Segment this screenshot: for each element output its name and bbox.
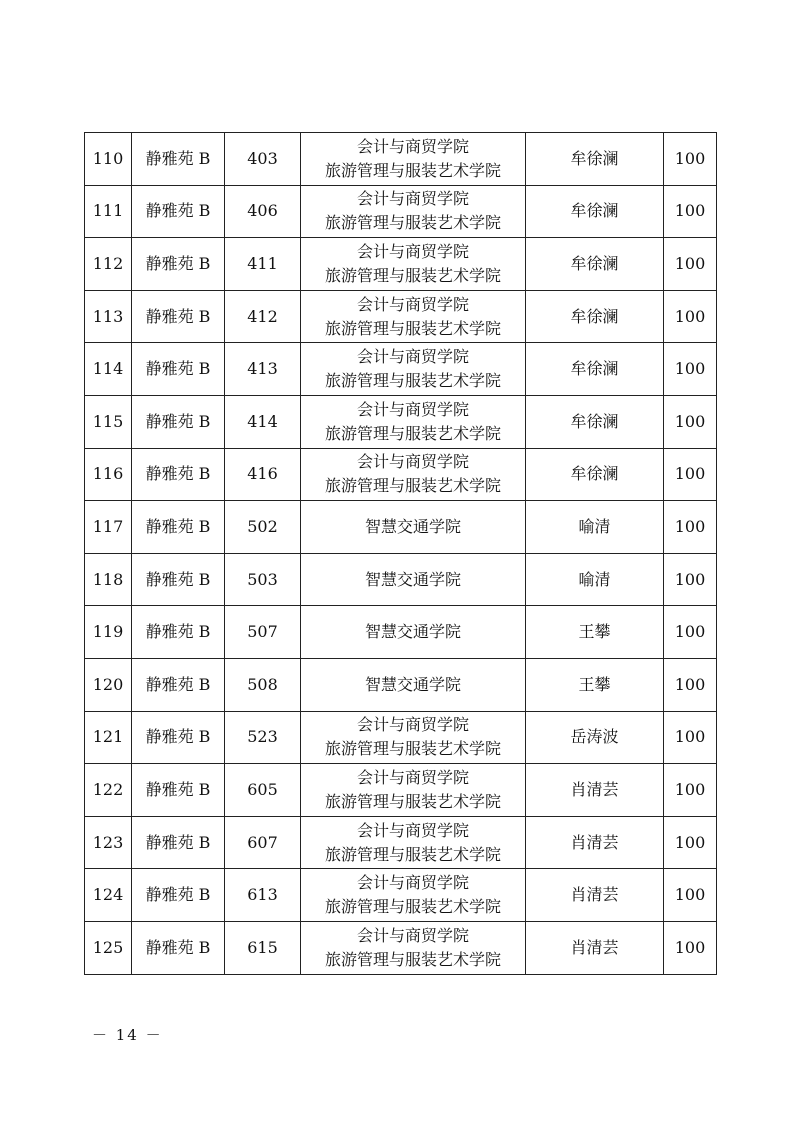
- dormitory-score-table: [84, 132, 717, 975]
- table-row: [85, 606, 717, 659]
- score-cell: 100: [664, 816, 717, 869]
- score-cell: 100: [664, 133, 717, 186]
- college-name: 会计与商贸学院: [356, 452, 469, 472]
- college-name: 会计与商贸学院: [356, 399, 469, 419]
- room-number-cell: 613: [225, 869, 301, 922]
- college-cell: [301, 711, 526, 764]
- responsible-person-cell: 肖清芸: [526, 816, 664, 869]
- college-name: 旅游管理与服装艺术学院: [324, 213, 501, 233]
- table-row: [85, 711, 717, 764]
- room-number-cell: 507: [225, 606, 301, 659]
- building-cell: 静雅苑 B: [132, 711, 225, 764]
- responsible-person-cell: 牟徐澜: [526, 185, 664, 238]
- college-cell: [301, 658, 526, 711]
- table-row: [85, 185, 717, 238]
- score-cell: 100: [664, 290, 717, 343]
- college-name: 会计与商贸学院: [356, 241, 469, 261]
- score-cell: 100: [664, 869, 717, 922]
- row-number-cell: 125: [85, 921, 132, 974]
- building-cell: 静雅苑 B: [132, 448, 225, 501]
- row-number-cell: 121: [85, 711, 132, 764]
- room-number-cell: 508: [225, 658, 301, 711]
- responsible-person-cell: 喻清: [526, 553, 664, 606]
- row-number-cell: 120: [85, 658, 132, 711]
- table-row: [85, 238, 717, 291]
- row-number-cell: 111: [85, 185, 132, 238]
- college-name: 旅游管理与服装艺术学院: [324, 739, 501, 759]
- college-name: 智慧交通学院: [364, 516, 461, 536]
- college-name: 旅游管理与服装艺术学院: [324, 844, 501, 864]
- room-number-cell: 605: [225, 764, 301, 817]
- table-row: [85, 816, 717, 869]
- college-name: 会计与商贸学院: [356, 294, 469, 314]
- college-cell: [301, 816, 526, 869]
- college-name: 旅游管理与服装艺术学院: [324, 897, 501, 917]
- score-cell: 100: [664, 658, 717, 711]
- college-name: 会计与商贸学院: [356, 136, 469, 156]
- building-cell: 静雅苑 B: [132, 501, 225, 554]
- room-number-cell: 406: [225, 185, 301, 238]
- table-body: [85, 133, 717, 975]
- college-cell: [301, 290, 526, 343]
- responsible-person-cell: 牟徐澜: [526, 290, 664, 343]
- responsible-person-cell: 肖清芸: [526, 869, 664, 922]
- responsible-person-cell: 牟徐澜: [526, 343, 664, 396]
- score-cell: 100: [664, 921, 717, 974]
- responsible-person-cell: 岳涛波: [526, 711, 664, 764]
- college-name: 会计与商贸学院: [356, 189, 469, 209]
- responsible-person-cell: 牟徐澜: [526, 133, 664, 186]
- table-row: [85, 448, 717, 501]
- table-row: [85, 395, 717, 448]
- building-cell: 静雅苑 B: [132, 606, 225, 659]
- college-cell: [301, 133, 526, 186]
- building-cell: 静雅苑 B: [132, 343, 225, 396]
- college-name: 旅游管理与服装艺术学院: [324, 791, 501, 811]
- responsible-person-cell: 王攀: [526, 658, 664, 711]
- row-number-cell: 114: [85, 343, 132, 396]
- building-cell: 静雅苑 B: [132, 290, 225, 343]
- college-name: 旅游管理与服装艺术学院: [324, 160, 501, 180]
- college-name: 智慧交通学院: [364, 569, 461, 589]
- college-name: 智慧交通学院: [364, 674, 461, 694]
- score-cell: 100: [664, 343, 717, 396]
- score-cell: 100: [664, 238, 717, 291]
- college-name: 会计与商贸学院: [356, 347, 469, 367]
- table-row: [85, 501, 717, 554]
- responsible-person-cell: 牟徐澜: [526, 395, 664, 448]
- table-row: [85, 290, 717, 343]
- row-number-cell: 113: [85, 290, 132, 343]
- college-cell: [301, 869, 526, 922]
- college-cell: [301, 448, 526, 501]
- college-name: 会计与商贸学院: [356, 715, 469, 735]
- room-number-cell: 413: [225, 343, 301, 396]
- table-row: [85, 869, 717, 922]
- room-number-cell: 412: [225, 290, 301, 343]
- row-number-cell: 119: [85, 606, 132, 659]
- responsible-person-cell: 牟徐澜: [526, 238, 664, 291]
- row-number-cell: 116: [85, 448, 132, 501]
- responsible-person-cell: 肖清芸: [526, 764, 664, 817]
- college-cell: [301, 553, 526, 606]
- row-number-cell: 112: [85, 238, 132, 291]
- college-name: 旅游管理与服装艺术学院: [324, 371, 501, 391]
- building-cell: 静雅苑 B: [132, 869, 225, 922]
- room-number-cell: 523: [225, 711, 301, 764]
- college-name: 旅游管理与服装艺术学院: [324, 476, 501, 496]
- room-number-cell: 502: [225, 501, 301, 554]
- college-name: 会计与商贸学院: [356, 873, 469, 893]
- score-cell: 100: [664, 448, 717, 501]
- college-name: 旅游管理与服装艺术学院: [324, 265, 501, 285]
- score-cell: 100: [664, 606, 717, 659]
- score-cell: 100: [664, 711, 717, 764]
- score-cell: 100: [664, 501, 717, 554]
- college-cell: [301, 921, 526, 974]
- college-name: 会计与商贸学院: [356, 767, 469, 787]
- college-cell: [301, 501, 526, 554]
- row-number-cell: 124: [85, 869, 132, 922]
- college-cell: [301, 185, 526, 238]
- row-number-cell: 110: [85, 133, 132, 186]
- room-number-cell: 403: [225, 133, 301, 186]
- responsible-person-cell: 喻清: [526, 501, 664, 554]
- room-number-cell: 416: [225, 448, 301, 501]
- table-row: [85, 658, 717, 711]
- table-row: [85, 553, 717, 606]
- row-number-cell: 115: [85, 395, 132, 448]
- room-number-cell: 414: [225, 395, 301, 448]
- building-cell: 静雅苑 B: [132, 133, 225, 186]
- table-row: [85, 343, 717, 396]
- score-cell: 100: [664, 395, 717, 448]
- college-cell: [301, 764, 526, 817]
- room-number-cell: 411: [225, 238, 301, 291]
- college-cell: [301, 395, 526, 448]
- page-number: － 14 －: [92, 1026, 163, 1044]
- table-row: [85, 764, 717, 817]
- row-number-cell: 122: [85, 764, 132, 817]
- responsible-person-cell: 肖清芸: [526, 921, 664, 974]
- building-cell: 静雅苑 B: [132, 238, 225, 291]
- score-cell: 100: [664, 185, 717, 238]
- building-cell: 静雅苑 B: [132, 816, 225, 869]
- building-cell: 静雅苑 B: [132, 764, 225, 817]
- room-number-cell: 503: [225, 553, 301, 606]
- responsible-person-cell: 牟徐澜: [526, 448, 664, 501]
- responsible-person-cell: 王攀: [526, 606, 664, 659]
- score-cell: 100: [664, 764, 717, 817]
- college-name: 旅游管理与服装艺术学院: [324, 423, 501, 443]
- table-row: [85, 133, 717, 186]
- building-cell: 静雅苑 B: [132, 553, 225, 606]
- score-cell: 100: [664, 553, 717, 606]
- room-number-cell: 607: [225, 816, 301, 869]
- college-name: 智慧交通学院: [364, 622, 461, 642]
- row-number-cell: 118: [85, 553, 132, 606]
- college-cell: [301, 343, 526, 396]
- building-cell: 静雅苑 B: [132, 185, 225, 238]
- row-number-cell: 117: [85, 501, 132, 554]
- room-number-cell: 615: [225, 921, 301, 974]
- college-name: 会计与商贸学院: [356, 925, 469, 945]
- college-cell: [301, 606, 526, 659]
- building-cell: 静雅苑 B: [132, 921, 225, 974]
- row-number-cell: 123: [85, 816, 132, 869]
- building-cell: 静雅苑 B: [132, 658, 225, 711]
- college-cell: [301, 238, 526, 291]
- college-name: 旅游管理与服装艺术学院: [324, 949, 501, 969]
- building-cell: 静雅苑 B: [132, 395, 225, 448]
- college-name: 旅游管理与服装艺术学院: [324, 318, 501, 338]
- table-row: [85, 921, 717, 974]
- college-name: 会计与商贸学院: [356, 820, 469, 840]
